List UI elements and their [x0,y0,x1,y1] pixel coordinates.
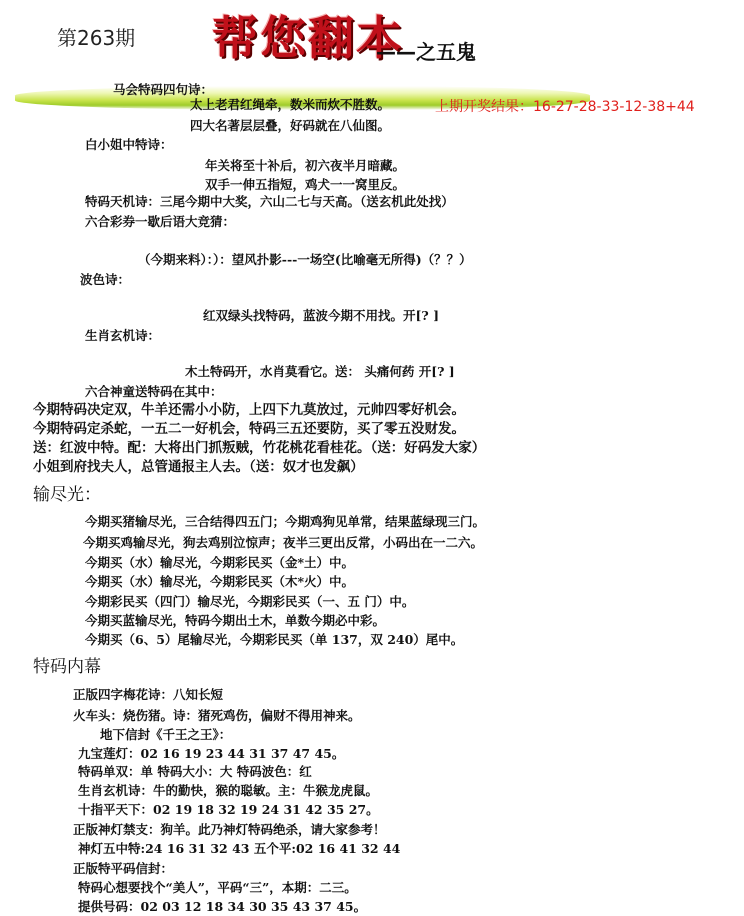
text-line: 提供号码：02 03 12 18 34 30 35 43 37 45。 [78,899,367,914]
text-line: 正版四字梅花诗：八知长短 [73,687,224,702]
text-line: 今期买（水）输尽光，今期彩民买（木*火）中。 [85,574,355,589]
text-line: 今期特码定杀蛇，一五二一好机会，特码三五还要防，买了零五没财发。 [33,421,465,437]
text-line: 正版神灯禁支：狗羊。此乃神灯特码绝杀，请大家参考！ [73,822,386,837]
text-line: 正版特平码信封： [73,861,174,876]
section-label: 生肖玄机诗： [85,328,161,343]
issue-number: 第263期 [57,26,136,50]
text-line: 今期买（6、5）尾输尽光，今期彩民买（单 137，双 240）尾中。 [85,632,464,647]
text-line: 生肖玄机诗：牛的勤快，猴的聪敏。主：牛猴龙虎鼠。 [78,783,379,798]
section-label: 六合彩券一歇后语大竞猜： [85,214,236,229]
text-line: 神灯五中特:24 16 31 32 43 五个平:02 16 41 32 44 [78,841,401,856]
poem-line: 太上老君红绳牵，数米而炊不胜数。 [190,97,391,112]
text-line: 火车头：烧伤猪。诗：猪死鸡伤，偏财不得用神来。 [73,708,361,723]
section-label: 白小姐中特诗： [85,137,173,152]
text-line: 今期特码决定双，牛羊还需小小防，上四下九莫放过，元帅四零好机会。 [33,402,465,418]
text-line: 今期买蓝输尽光，特码今期出土木，单数今期必中彩。 [85,613,386,628]
text-line: 木土特码开，水肖莫看它。送： 头痛何药 开[? ] [185,364,455,379]
last-draw-result: 上期开奖结果：16-27-28-33-12-38+44 [435,99,695,115]
page-subtitle: ——之五鬼 [376,40,476,64]
text-line: 今期买鸡输尽光，狗去鸡别泣惊声；夜半三更出反常，小码出在一二六。 [83,535,484,550]
text-line: 特码单双：单 特码大小：大 特码波色：红 [78,764,312,779]
text-line: （今期来料）：）：望风扑影---一场空(比喻毫无所得)（？？） [138,252,472,267]
text-line: 特码心想要找个“美人”，平码“三”，本期：二三。 [78,880,357,895]
poem-line: 双手一伸五指短，鸡犬一一窝里反。 [205,177,406,192]
section-label: 波色诗： [80,272,131,287]
section-heading: 特码内幕 [33,657,101,677]
text-line: 今期买（水）输尽光，今期彩民买（金*土）中。 [85,555,355,570]
section-label: 六合神童送特码在其中： [85,384,223,399]
text-line: 红双绿头找特码，蓝波今期不用找。开[? ] [203,308,440,323]
text-line: 特码天机诗：三尾今期中大奖，六山二七与天高。（送玄机此处找） [85,194,454,209]
text-line: 今期买猪输尽光，三合结得四五门；今期鸡狗见单常，结果蓝绿现三门。 [85,514,486,529]
poem-line: 四大名著层层叠，好码就在八仙图。 [190,118,391,133]
section-heading: 输尽光： [33,485,101,505]
text-line: 送：红波中特。配：大将出门抓叛贼，竹花桃花看桂花。（送：好码发大家） [33,440,486,456]
text-line: 今期彩民买（四门）输尽光，今期彩民买（一、五 门）中。 [85,594,415,609]
text-line: 小姐到府找夫人，总管通报主人去。（送：奴才也发飙） [33,459,364,475]
section-label: 马会特码四句诗： [113,82,214,97]
text-line: 地下信封《千王之王》： [100,727,232,742]
poem-line: 年关将至十补后，初六夜半月暗藏。 [205,158,406,173]
text-line: 九宝莲灯：02 16 19 23 44 31 37 47 45。 [78,746,345,761]
text-line: 十指平天下：02 19 18 32 19 24 31 42 35 27。 [78,802,379,817]
page-title: 帮您翻本 [212,11,404,65]
